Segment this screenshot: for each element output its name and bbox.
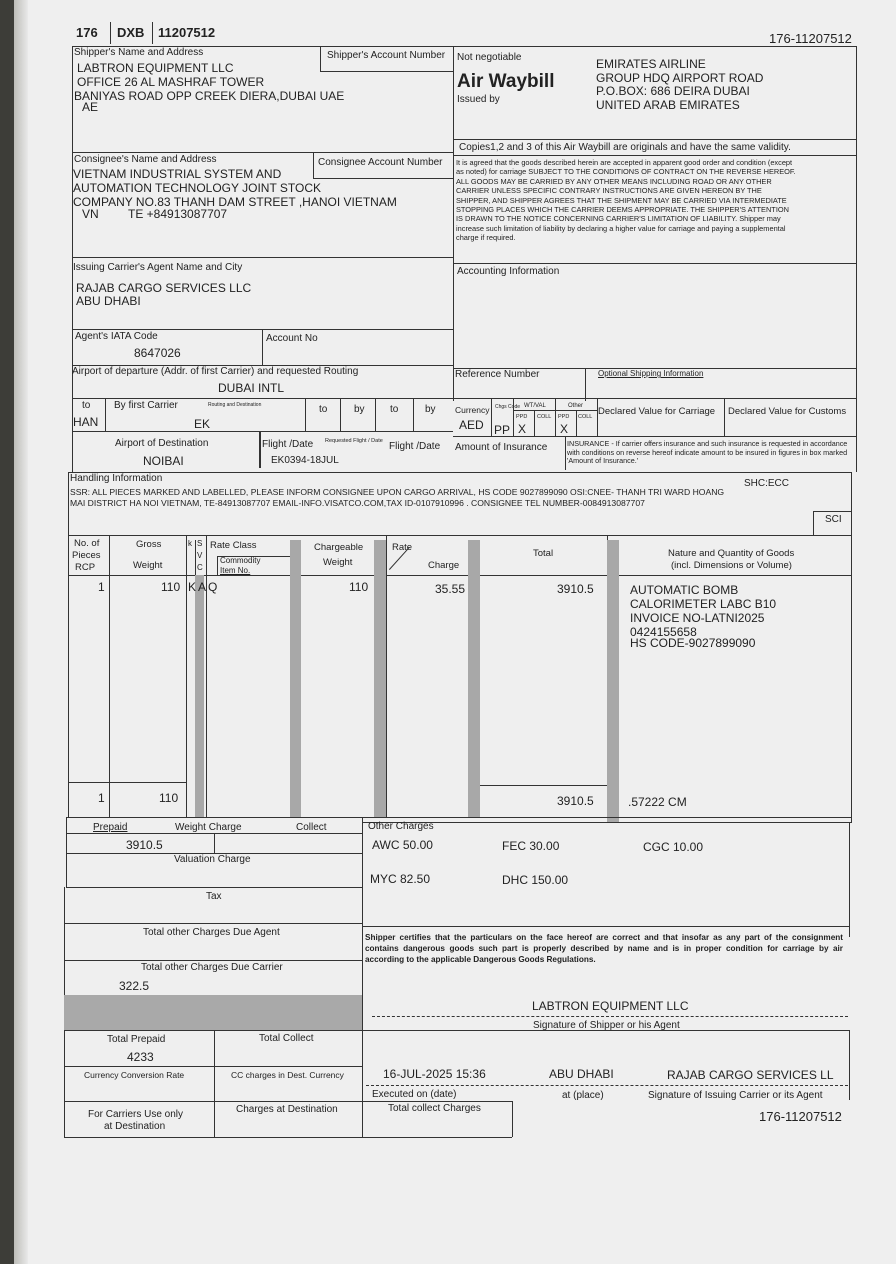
gross-header-2: Weight bbox=[133, 560, 163, 571]
pieces-header-2: Pieces bbox=[72, 550, 101, 561]
shipper-certification: Shipper certifies that the particulars on the face hereof are correct and that insofar as any part of the consignment contains dangerous goods such part is properly described by name and is in proper condition for carriage by air according to the applicable Dangerous Goods Regulations. bbox=[365, 933, 843, 964]
airline-prefix: 176 bbox=[76, 25, 98, 40]
currency-label: Currency bbox=[455, 405, 490, 415]
total-prepaid-label: Total Prepaid bbox=[107, 1034, 166, 1045]
carrier-agent-signature: RAJAB CARGO SERVICES LL bbox=[667, 1068, 834, 1082]
place-label: at (place) bbox=[562, 1090, 604, 1101]
carriers-use-label-2: at Destination bbox=[104, 1121, 166, 1132]
executed-date: 16-JUL-2025 15:36 bbox=[383, 1067, 486, 1081]
issuer-country: UNITED ARAB EMIRATES bbox=[596, 98, 740, 112]
other-label: Other bbox=[568, 403, 584, 409]
departure-airport: DUBAI INTL bbox=[218, 381, 285, 395]
copies-note: Copies1,2 and 3 of this Air Waybill are originals and have the same validity. bbox=[459, 142, 791, 153]
due-agent-label: Total other Charges Due Agent bbox=[143, 927, 280, 938]
handling-line-1: SSR: ALL PIECES MARKED AND LABELLED, PLEASE INFORM CONSIGNEE UPON CARGO ARRIVAL, HS CODE 9027899090 OSI:CNEE- THANH TRI WARD HOANG bbox=[70, 487, 725, 497]
chargeable-header-2: Weight bbox=[323, 557, 353, 568]
not-negotiable-label: Not negotiable bbox=[457, 52, 522, 63]
by-2-label: by bbox=[354, 404, 365, 415]
insurance-amount-label: Amount of Insurance bbox=[455, 442, 548, 453]
flight-date-label-2: Flight /Date bbox=[389, 441, 441, 452]
consignee-country: VN bbox=[82, 207, 99, 221]
charge-awc: AWC 50.00 bbox=[372, 838, 433, 852]
consignee-account-label: Consignee Account Number bbox=[318, 157, 443, 168]
charge-fec: FEC 30.00 bbox=[502, 839, 560, 853]
wtval-ppd-label: PPD bbox=[516, 414, 528, 420]
awb-serial: 11207512 bbox=[158, 25, 216, 40]
issuer-address-1: GROUP HDQ AIRPORT ROAD bbox=[596, 71, 764, 85]
kg-header: k bbox=[188, 539, 192, 548]
total-pieces: 1 bbox=[98, 791, 105, 805]
consignee-label: Consignee's Name and Address bbox=[74, 154, 217, 165]
flight-date-label: Flight /Date bbox=[262, 439, 314, 450]
iata-code-label: Agent's IATA Code bbox=[75, 331, 158, 342]
wtval-mark: X bbox=[518, 422, 527, 436]
collect-label: Collect bbox=[296, 822, 327, 833]
other-ppd-label: PPD bbox=[558, 414, 570, 420]
s-header: S bbox=[197, 539, 203, 548]
departure-code: DXB bbox=[117, 25, 145, 40]
issuer-name: EMIRATES AIRLINE bbox=[596, 57, 706, 71]
other-coll-label: COLL bbox=[578, 414, 593, 420]
agent-name: RAJAB CARGO SERVICES LLC bbox=[76, 281, 252, 295]
shipper-signature-name: LABTRON EQUIPMENT LLC bbox=[532, 999, 689, 1013]
reference-number-label: Reference Number bbox=[455, 369, 540, 380]
total-header: Total bbox=[533, 548, 554, 559]
rate-header: Rate bbox=[392, 542, 413, 553]
accounting-info-label: Accounting Information bbox=[457, 266, 560, 277]
valuation-charge-label: Valuation Charge bbox=[174, 854, 251, 865]
consignee-line-3: COMPANY NO.83 THANH DAM STREET ,HANOI VIETNAM bbox=[73, 195, 397, 209]
gross-weight-value: 110 bbox=[161, 580, 181, 594]
conversion-rate-label: Currency Conversion Rate bbox=[84, 1070, 185, 1080]
volume: .57222 CM bbox=[628, 795, 687, 809]
consignee-line-1: VIETNAM INDUSTRIAL SYSTEM AND bbox=[73, 167, 282, 181]
carriers-use-label-1: For Carriers Use only bbox=[88, 1109, 184, 1120]
chgs-code-value: PP bbox=[494, 423, 511, 437]
shipper-name: LABTRON EQUIPMENT LLC bbox=[77, 61, 234, 75]
by-3-label: by bbox=[425, 404, 436, 415]
shipper-address-2: BANIYAS ROAD OPP CREEK DIERA,DUBAI UAE bbox=[74, 89, 345, 103]
goods-description-5: HS CODE-9027899090 bbox=[630, 636, 756, 650]
shaded-box bbox=[64, 995, 362, 1030]
prepaid-label: Prepaid bbox=[93, 822, 128, 833]
weight-charge-label: Weight Charge bbox=[175, 822, 242, 833]
shipper-country: AE bbox=[82, 100, 99, 114]
optional-shipping-label: Optional Shipping Information bbox=[598, 369, 704, 378]
goods-description-4: 0424155658 bbox=[630, 625, 697, 639]
nature-header-2: (incl. Dimensions or Volume) bbox=[671, 560, 792, 571]
pieces-header-1: No. of bbox=[74, 538, 100, 549]
handling-label: Handling Information bbox=[70, 473, 163, 484]
chgs-code-label: Chgs Code bbox=[495, 404, 521, 410]
carrier-signature-label: Signature of Issuing Carrier or its Agent bbox=[648, 1090, 823, 1101]
commodity-header-1: Commodity bbox=[220, 556, 261, 565]
departure-label: Airport of departure (Addr. of first Carrier) and requested Routing bbox=[72, 366, 359, 377]
destination-airport-label: Airport of Destination bbox=[115, 438, 209, 449]
account-no-label: Account No bbox=[266, 333, 318, 344]
execution-line bbox=[366, 1085, 848, 1086]
insurance-note: INSURANCE - If carrier offers insurance and such insurance is requested in accordance with conditions on reverse hereof indicate amount to be insured in figures in box marked 'Amount of Insurance.' bbox=[567, 439, 848, 466]
chargeable-header-1: Chargeable bbox=[314, 542, 364, 553]
pieces-value: 1 bbox=[98, 580, 105, 594]
shipper-address-1: OFFICE 26 AL MASHRAF TOWER bbox=[77, 75, 265, 89]
flight-number: EK0394-18JUL bbox=[271, 455, 339, 466]
destination-airport: NOIBAI bbox=[143, 454, 184, 468]
to-2-label: to bbox=[319, 404, 328, 415]
executed-place: ABU DHABI bbox=[549, 1067, 614, 1081]
handling-line-2: MAI DISTRICT HA NOI VIETNAM, TE-84913087707 EMAIL-INFO.VISATCO.COM,TAX ID-0107910996 . CONSIGNEE TEL NUMBER-0084913087707 bbox=[70, 498, 645, 508]
requested-flight-label: Requested Flight / Date bbox=[325, 438, 383, 444]
agent-city: ABU DHABI bbox=[76, 294, 141, 308]
rate-class-header: Rate Class bbox=[210, 540, 257, 551]
rate-class-value: A bbox=[198, 580, 207, 594]
issuer-address-2: P.O.BOX: 686 DEIRA DUBAI bbox=[596, 84, 750, 98]
pieces-header-3: RCP bbox=[75, 562, 96, 573]
to-3-label: to bbox=[390, 404, 399, 415]
chargeable-weight-value: 110 bbox=[349, 580, 369, 594]
charges-destination-label: Charges at Destination bbox=[236, 1104, 338, 1115]
charge-header: Charge bbox=[428, 560, 460, 571]
to-label: to bbox=[82, 400, 91, 411]
air-waybill-title: Air Waybill bbox=[457, 71, 555, 92]
awb-number-bottom: 176-11207512 bbox=[759, 1109, 842, 1124]
iata-code: 8647026 bbox=[134, 346, 181, 360]
due-carrier-label: Total other Charges Due Carrier bbox=[141, 962, 283, 973]
header-divider bbox=[110, 22, 111, 44]
awb-number-top: 176-11207512 bbox=[769, 31, 852, 46]
currency-value: AED bbox=[459, 418, 484, 432]
total-collect-label: Total Collect bbox=[259, 1033, 314, 1044]
rate-value: 35.55 bbox=[435, 582, 466, 596]
tax-label: Tax bbox=[206, 891, 222, 902]
first-carrier: EK bbox=[194, 417, 211, 431]
total-prepaid-value: 4233 bbox=[127, 1050, 154, 1064]
weight-charge-prepaid: 3910.5 bbox=[126, 838, 163, 852]
v-header: V bbox=[197, 551, 203, 560]
charge-dhc: DHC 150.00 bbox=[502, 873, 569, 887]
charge-myc: MYC 82.50 bbox=[370, 872, 431, 886]
wtval-label: WT/VAL bbox=[524, 403, 546, 409]
issued-by-label: Issued by bbox=[457, 94, 500, 105]
charge-cgc: CGC 10.00 bbox=[643, 840, 704, 854]
declared-customs-label: Declared Value for Customs bbox=[728, 406, 847, 417]
destination-code: HAN bbox=[73, 415, 99, 429]
contract-conditions: It is agreed that the goods described herein are accepted in apparent good order and condition (except as noted) for carriage SUBJECT TO THE CONDITIONS OF CONTRACT ON THE REVERSE HEREOF. ALL GOODS MAY BE CARRIED BY ANY OTHER MEANS INCLUDING ROAD OR ANY OTHER CARRIER UNLESS SPECIFIC CONTRARY INSTRUCTIONS ARE GIVEN HEREON BY THE SHIPPER, AND SHIPPER AGREES THAT THE SHIPMENT MAY BE CARRIED VIA INTERMEDIATE STOPPING PLACES WHICH THE CARRIER DEEMS APPROPRIATE. THE SHIPPER'S ATTENTION IS DRAWN TO THE NOTICE CONCERNING CARRIER'S LIMITATION OF LIABILITY. Shipper may increase such limitation of liability by declaring a higher value for carriage and paying a supplemental charge if required. bbox=[456, 158, 796, 243]
total-gross-weight: 110 bbox=[159, 791, 179, 805]
sci-code: SCI bbox=[825, 514, 842, 525]
cc-charges-label: CC charges in Dest. Currency bbox=[231, 1070, 344, 1080]
goods-description-3: INVOICE NO-LATNI2025 bbox=[630, 611, 765, 625]
wtval-coll-label: COLL bbox=[537, 414, 552, 420]
nature-header-1: Nature and Quantity of Goods bbox=[668, 548, 795, 559]
due-carrier-value: 322.5 bbox=[119, 979, 150, 993]
shipper-signature-line bbox=[372, 1016, 848, 1017]
consignee-line-2: AUTOMATION TECHNOLOGY JOINT STOCK bbox=[73, 181, 322, 195]
commodity-header-2: Item No. bbox=[220, 566, 251, 575]
commodity-value: Q bbox=[208, 580, 218, 594]
shipper-signature-label: Signature of Shipper or his Agent bbox=[533, 1020, 680, 1031]
goods-description-2: CALORIMETER LABC B10 bbox=[630, 597, 777, 611]
gross-header-1: Gross bbox=[136, 539, 162, 550]
total-collect-charges-label: Total collect Charges bbox=[388, 1103, 481, 1114]
consignee-phone: TE +84913087707 bbox=[128, 207, 228, 221]
c-header: C bbox=[197, 563, 203, 572]
other-charges-label: Other Charges bbox=[368, 821, 434, 832]
declared-carriage-label: Declared Value for Carriage bbox=[598, 406, 716, 417]
shc-code: SHC:ECC bbox=[744, 478, 790, 489]
total-value: 3910.5 bbox=[557, 582, 594, 596]
shipper-account-label: Shipper's Account Number bbox=[327, 50, 446, 61]
routing-destination-label: Routing and Destination bbox=[208, 402, 262, 408]
shipper-label: Shipper's Name and Address bbox=[74, 47, 204, 58]
goods-description-1: AUTOMATIC BOMB bbox=[630, 583, 739, 597]
other-mark: X bbox=[560, 422, 569, 436]
grand-total: 3910.5 bbox=[557, 794, 594, 808]
by-first-carrier-label: By first Carrier bbox=[114, 400, 178, 411]
agent-label: Issuing Carrier's Agent Name and City bbox=[73, 262, 243, 273]
executed-date-label: Executed on (date) bbox=[372, 1089, 457, 1100]
weight-unit: K bbox=[188, 580, 197, 594]
header-divider bbox=[152, 22, 153, 44]
